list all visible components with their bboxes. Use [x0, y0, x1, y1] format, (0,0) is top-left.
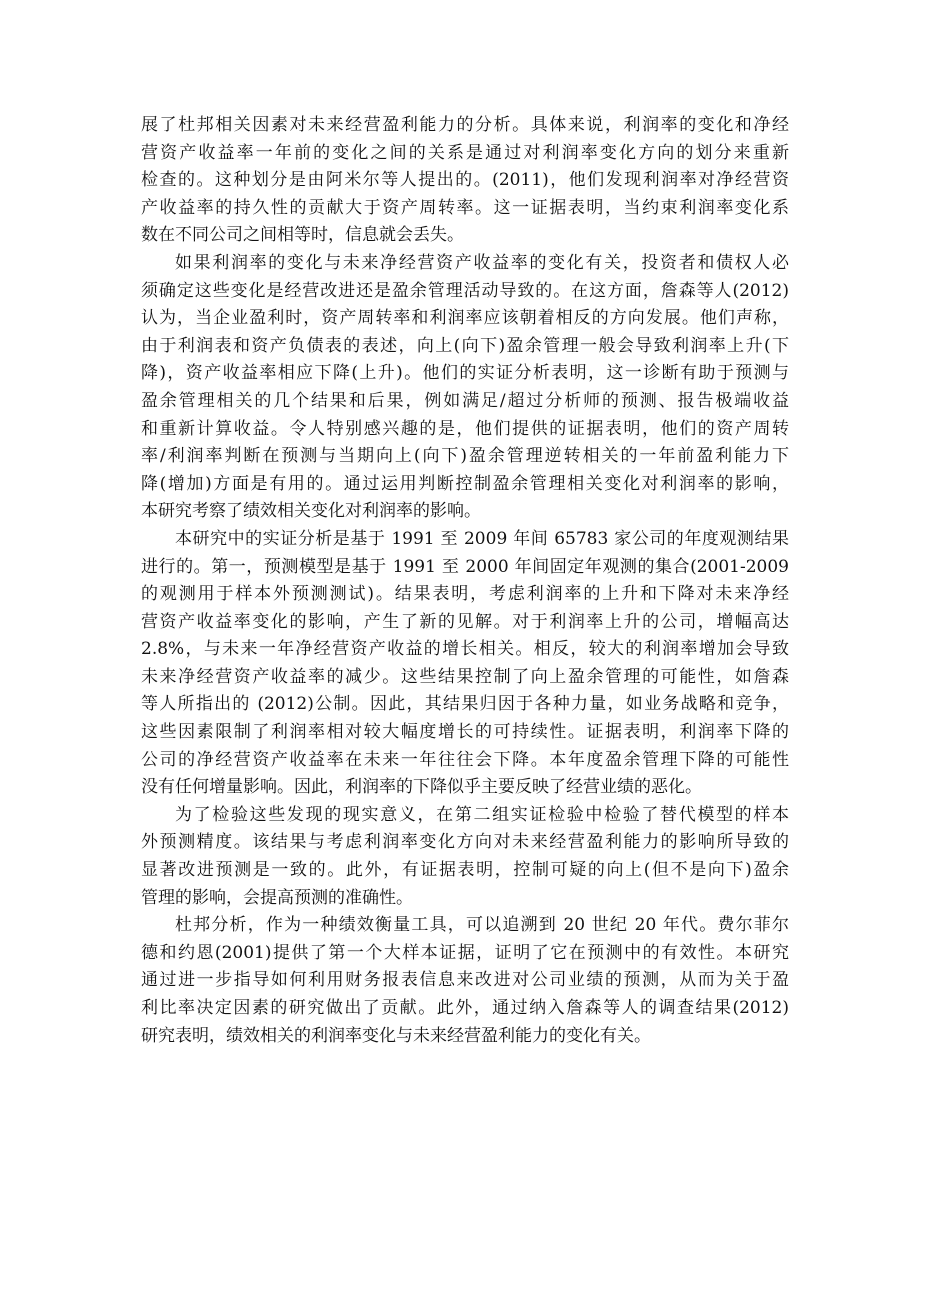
- text-line: 管理的影响，会提高预测的准确性。: [141, 887, 413, 908]
- text-line: 数在不同公司之间相等时，信息就会丢失。: [141, 225, 464, 246]
- text-line: 率/利润率判断在预测与当期向上(向下)盈余管理逆转相关的一年前盈利能力下: [141, 446, 789, 467]
- text-line: 通过进一步指导如何利用财务报表信息来改进对公司业绩的预测，从而为关于盈: [141, 970, 789, 991]
- text-line: 产收益率的持久性的贡献大于资产周转率。这一证据表明，当约束利润率变化系: [141, 197, 789, 218]
- text-line: 认为，当企业盈利时，资产周转率和利润率应该朝着相反的方向发展。他们声称，: [141, 308, 789, 329]
- text-line: 显著改进预测是一致的。此外，有证据表明，控制可疑的向上(但不是向下)盈余: [141, 860, 789, 881]
- text-line: 等人所指出的 (2012)公制。因此，其结果归因于各种力量，如业务战略和竞争，: [141, 694, 789, 715]
- text-line: 营资产收益率一年前的变化之间的关系是通过对利润率变化方向的划分来重新: [141, 142, 789, 163]
- paragraph-1: [141, 112, 789, 250]
- text-line: 盈余管理相关的几个结果和后果，例如满足/超过分析师的预测、报告极端收益: [141, 390, 789, 411]
- paragraph-5: [141, 912, 789, 1050]
- text-line: 如果利润率的变化与未来净经营资产收益率的变化有关，投资者和债权人必: [175, 252, 789, 273]
- text-line: 本研究中的实证分析是基于 1991 至 2009 年间 65783 家公司的年度观测结果: [175, 528, 789, 549]
- text-line: 2.8%，与未来一年净经营资产收益的增长相关。相反，较大的利润率增加会导致: [141, 639, 789, 660]
- text-line: 未来净经营资产收益率的减少。这些结果控制了向上盈余管理的可能性，如詹森: [141, 666, 789, 687]
- text-line: 的观测用于样本外预测测试)。结果表明，考虑利润率的上升和下降对未来净经: [141, 584, 789, 605]
- document-body: [141, 112, 789, 1050]
- text-line: 这些因素限制了利润率相对较大幅度增长的可持续性。证据表明，利润率下降的: [141, 722, 789, 743]
- text-line: 营资产收益率变化的影响，产生了新的见解。对于利润率上升的公司，增幅高达: [141, 611, 789, 632]
- text-line: 杜邦分析，作为一种绩效衡量工具，可以追溯到 20 世纪 20 年代。费尔菲尔: [175, 915, 789, 936]
- paragraph-2: [141, 250, 789, 526]
- text-line: 须确定这些变化是经营改进还是盈余管理活动导致的。在这方面，詹森等人(2012): [141, 280, 789, 301]
- text-line: 没有任何增量影响。因此，利润率的下降似乎主要反映了经营业绩的恶化。: [141, 777, 702, 798]
- paragraph-4: [141, 802, 789, 912]
- paragraph-3: [141, 526, 789, 802]
- text-line: 外预测精度。该结果与考虑利润率变化方向对未来经营盈利能力的影响所导致的: [141, 832, 789, 853]
- text-line: 本研究考察了绩效相关变化对利润率的影响。: [141, 501, 481, 522]
- text-line: 降(增加)方面是有用的。通过运用判断控制盈余管理相关变化对利润率的影响，: [141, 473, 789, 494]
- text-line: 为了检验这些发现的现实意义，在第二组实证检验中检验了替代模型的样本: [175, 804, 789, 825]
- text-line: 展了杜邦相关因素对未来经营盈利能力的分析。具体来说，利润率的变化和净经: [141, 115, 789, 135]
- text-line: 公司的净经营资产收益率在未来一年往往会下降。本年度盈余管理下降的可能性: [141, 749, 789, 770]
- text-line: 研究表明，绩效相关的利润率变化与未来经营盈利能力的变化有关。: [141, 1025, 651, 1046]
- text-line: 利比率决定因素的研究做出了贡献。此外，通过纳入詹森等人的调查结果(2012): [141, 998, 789, 1018]
- text-line: 德和约恩(2001)提供了第一个大样本证据，证明了它在预测中的有效性。本研究: [141, 942, 789, 963]
- text-line: 和重新计算收益。令人特别感兴趣的是，他们提供的证据表明，他们的资产周转: [141, 418, 789, 439]
- text-line: 降)，资产收益率相应下降(上升)。他们的实证分析表明，这一诊断有助于预测与: [141, 363, 789, 384]
- text-line: 进行的。第一，预测模型是基于 1991 至 2000 年间固定年观测的集合(2001-2009: [141, 556, 789, 577]
- text-line: 由于利润表和资产负债表的表述，向上(向下)盈余管理一般会导致利润率上升(下: [141, 335, 789, 356]
- text-line: 检查的。这种划分是由阿米尔等人提出的。(2011)，他们发现利润率对净经营资: [141, 170, 789, 191]
